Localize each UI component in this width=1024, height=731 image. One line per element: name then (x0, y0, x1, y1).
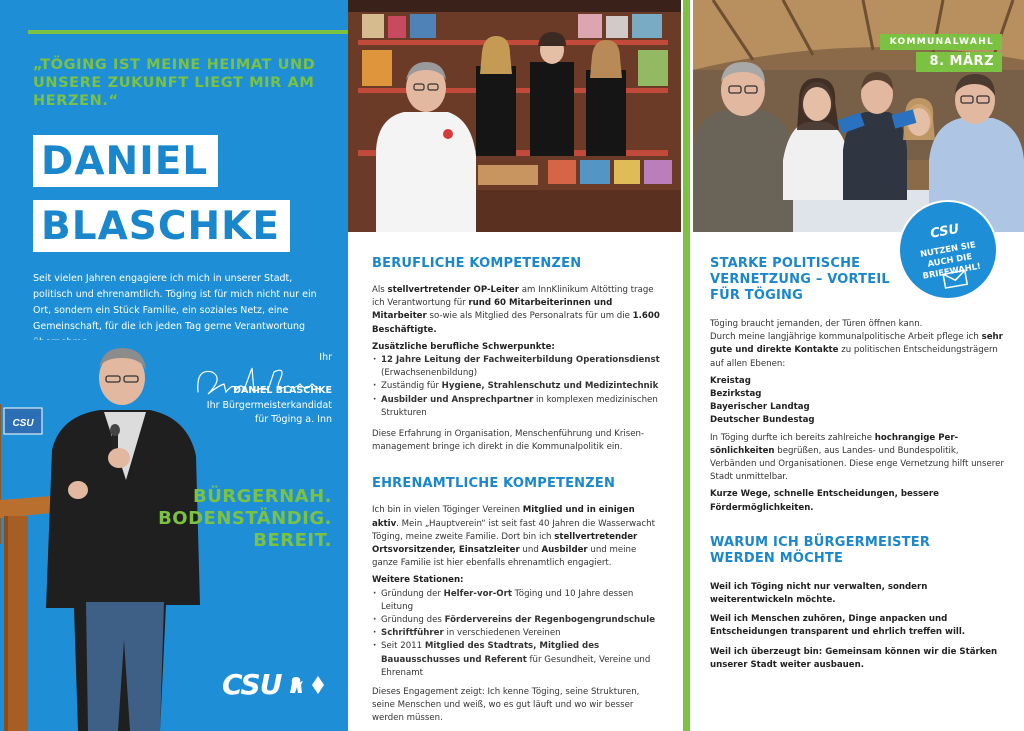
kurze-wege-paragraph: Kurze Wege, schnelle Entscheidungen, bessere Fördermöglichkeiten. (710, 489, 939, 513)
right-column (693, 232, 1024, 731)
text-run: stellvertretender Ortsvorsitzender, Einsatzleiter (372, 531, 638, 556)
diamond-icon (311, 675, 325, 695)
slogan (158, 486, 332, 552)
badge-csu-logo: CSU (929, 221, 961, 242)
green-divider-bar (683, 0, 690, 731)
csu-flag (4, 408, 42, 434)
persoenlichkeiten-paragraph (710, 432, 1006, 485)
text-run: 1.600 Beschäftigte. (372, 311, 660, 335)
text-run: 12 Jahre Leitung der Fachweiterbildung Operationsdienst (381, 355, 660, 366)
text-run: Gründung der (381, 588, 444, 599)
ehrenamt-paragraph (372, 504, 661, 570)
text-run: Seit 2011 (381, 641, 425, 652)
csu-logo-text: CSU (222, 668, 282, 701)
envelope-icon (942, 269, 968, 289)
text-run: Zuständig für (381, 381, 442, 392)
text-run: zu politischen Entscheidungsträgern auf allen Ebenen: (710, 345, 998, 369)
text-run: begrüßen, aus Landes- und Bundespolitik, Verbänden und Organisationen. Diese enge Vernetzung hilft unserer Stadt unmittelbar. (710, 445, 1004, 483)
text-run: Mitglied des Stadtrats, Mitglied des Bauausschusses und Referent (381, 641, 600, 665)
first-name: DANIEL (33, 135, 218, 187)
subheading-stationen: Weitere Stationen: (372, 575, 464, 586)
lion-icon (287, 675, 305, 695)
text-run: Ich bin in vielen Töginger Vereinen (372, 505, 523, 516)
section-heading-berufliche: BERUFLICHE KOMPETENZEN (372, 256, 582, 271)
heimat-quote: „TÖGING IST MEINE HEIMAT UND UNSERE ZUKUNFT LIEGT MIR AM HERZEN.“ (33, 57, 316, 109)
green-rule (28, 30, 348, 34)
csu-logo (222, 668, 325, 701)
text-run: so-wie als Mitglied des Personalrats für um die (426, 311, 633, 322)
text-run: sehr gute und direkte Kontakte (710, 332, 1003, 356)
csu-flag-label: CSU (12, 418, 34, 429)
list-item (372, 588, 661, 614)
section-heading-ehrenamtliche: EHRENAMTLICHE KOMPETENZEN (372, 476, 616, 492)
text-run: Als (372, 285, 388, 295)
column-divider (681, 0, 693, 731)
list-item (372, 640, 661, 680)
subheading-schwerpunkte: Zusätzliche berufliche Schwerpunkte: (372, 341, 555, 352)
intro-text: Seit vielen Jahren engagiere ich mich in unserer Stadt, politisch und ehrenamtlich. Töging ist für mich nicht nur ein Ort, sondern ein Stück Familie, ein soziales Netz, eine Gemeinschaft, für die ich jeden Tag gerne Verantwortung (33, 273, 317, 332)
list-item (372, 614, 661, 627)
text-run: Helfer-vor-Ort (443, 588, 512, 599)
election-date: 8. MÄRZ (916, 52, 1002, 72)
political-levels-list (710, 375, 1006, 428)
signature-role: Ihr Bürgermeisterkandidat (206, 400, 332, 411)
text-run: Gründung des (381, 615, 445, 626)
middle-column (348, 232, 681, 731)
text-run: Töging und 10 Jahre dessen Leitung (381, 588, 634, 612)
text-run: Durch meine langjährige kommunalpolitische Arbeit pflege ich (710, 332, 982, 343)
level-item: Bayerischer Landtag (710, 402, 810, 413)
last-name: BLASCHKE (33, 200, 290, 252)
slogan-line: BÜRGERNAH. (192, 486, 332, 507)
text-run: hochrangige Per-sönlichkeiten (710, 432, 959, 456)
kontakte-paragraph (710, 331, 1006, 371)
text-run: Ausbilder und Ansprechpartner (381, 394, 534, 405)
signature-greeting: Ihr (319, 352, 332, 363)
text-run: in verschiedenen Vereinen (443, 628, 561, 639)
text-run: rund 60 Mitarbeiterinnen und Mitarbeiter (372, 298, 613, 322)
text-run: (Erwachsenenbildung) (381, 368, 478, 379)
text-run: in komplexen medizinischen Strukturen (381, 394, 658, 418)
stationen-list (372, 588, 661, 680)
schwerpunkte-list (372, 354, 661, 420)
text-run: für Gesundheit, Vereine und Ehrenamt (381, 654, 651, 678)
text-run: In Töging durfte ich bereits zahlreiche (710, 432, 875, 443)
level-item: Bezirkstag (710, 389, 762, 400)
list-item (372, 380, 661, 393)
text-run: und (519, 545, 542, 556)
reason-item: Weil ich Töging nicht nur verwalten, sondern weiterentwickeln möchte. (710, 581, 928, 606)
reason-item: Weil ich Menschen zuhören, Dinge anpacken und Entscheidungen transparent und ehrlich treffen will. (710, 614, 966, 638)
text-run: Fördervereins der Regenbogengrundschule (444, 615, 656, 626)
left-panel (0, 0, 348, 731)
kommunalwahl-label: KOMMUNALWAHL (880, 34, 1002, 50)
tueren-paragraph: Töging braucht jemanden, der Türen öffnen kann. (710, 319, 923, 329)
berufliche-paragraph (372, 284, 661, 337)
section-heading-vernetzung: STARKE POLITISCHE VERNETZUNG – VORTEIL FÜR TÖGING (710, 256, 890, 303)
text-run: . Mein „Hauptverein“ ist seit fast 40 Jahren die Wasserwacht Töging, meine zweite Familie. Dort bin ich (372, 518, 655, 542)
slogan-line: BEREIT. (253, 530, 332, 551)
level-item: Kreistag (710, 375, 751, 386)
list-item (372, 354, 661, 380)
text-run: Mitglied und in einigen aktiv (372, 505, 635, 529)
text-run: stellvertretender OP-Leiter (387, 285, 519, 295)
shop-team-photo (348, 0, 681, 232)
list-item (372, 394, 661, 420)
reason-item: Weil ich überzeugt bin: Gemeinsam können wir die Stärken unserer Stadt weiter ausbauen. (710, 646, 998, 670)
text-run: am InnKlinikum Altötting trage ich Verantwortung für (372, 285, 654, 309)
list-item (372, 627, 661, 640)
slogan-line: BODENSTÄNDIG. (158, 508, 332, 529)
level-item: Deutscher Bundestag (710, 415, 815, 426)
section-heading-warum: WARUM ICH BÜRGERMEISTER WERDEN MÖCHTE (710, 534, 931, 566)
text-run: Ausbilder (541, 545, 588, 556)
signature-name: DANIEL BLASCHKE (233, 385, 332, 396)
erfahrung-paragraph: Diese Erfahrung in Organisation, Menschenführung und Krisen-management bringe ich direkt in die Kommunalpolitik ein. (372, 429, 645, 453)
signature-place: für Töging a. Inn (254, 414, 332, 425)
text-run: Hygiene, Strahlenschutz und Medizintechnik (441, 381, 659, 392)
engagement-paragraph: Dieses Engagement zeigt: Ich kenne Töging, seine Strukturen, seine Menschen und weiß, wo es gut läuft und wo wir besser werden müssen. (372, 687, 640, 724)
text-run: Schriftführer (381, 628, 444, 639)
badge-text: NUTZEN SIE AUCH DIE BRIEFWAHL! (919, 239, 982, 281)
text-run: und meine ganze Familie ist hier ebenfalls ehrenamtlich engagiert. (372, 545, 637, 569)
